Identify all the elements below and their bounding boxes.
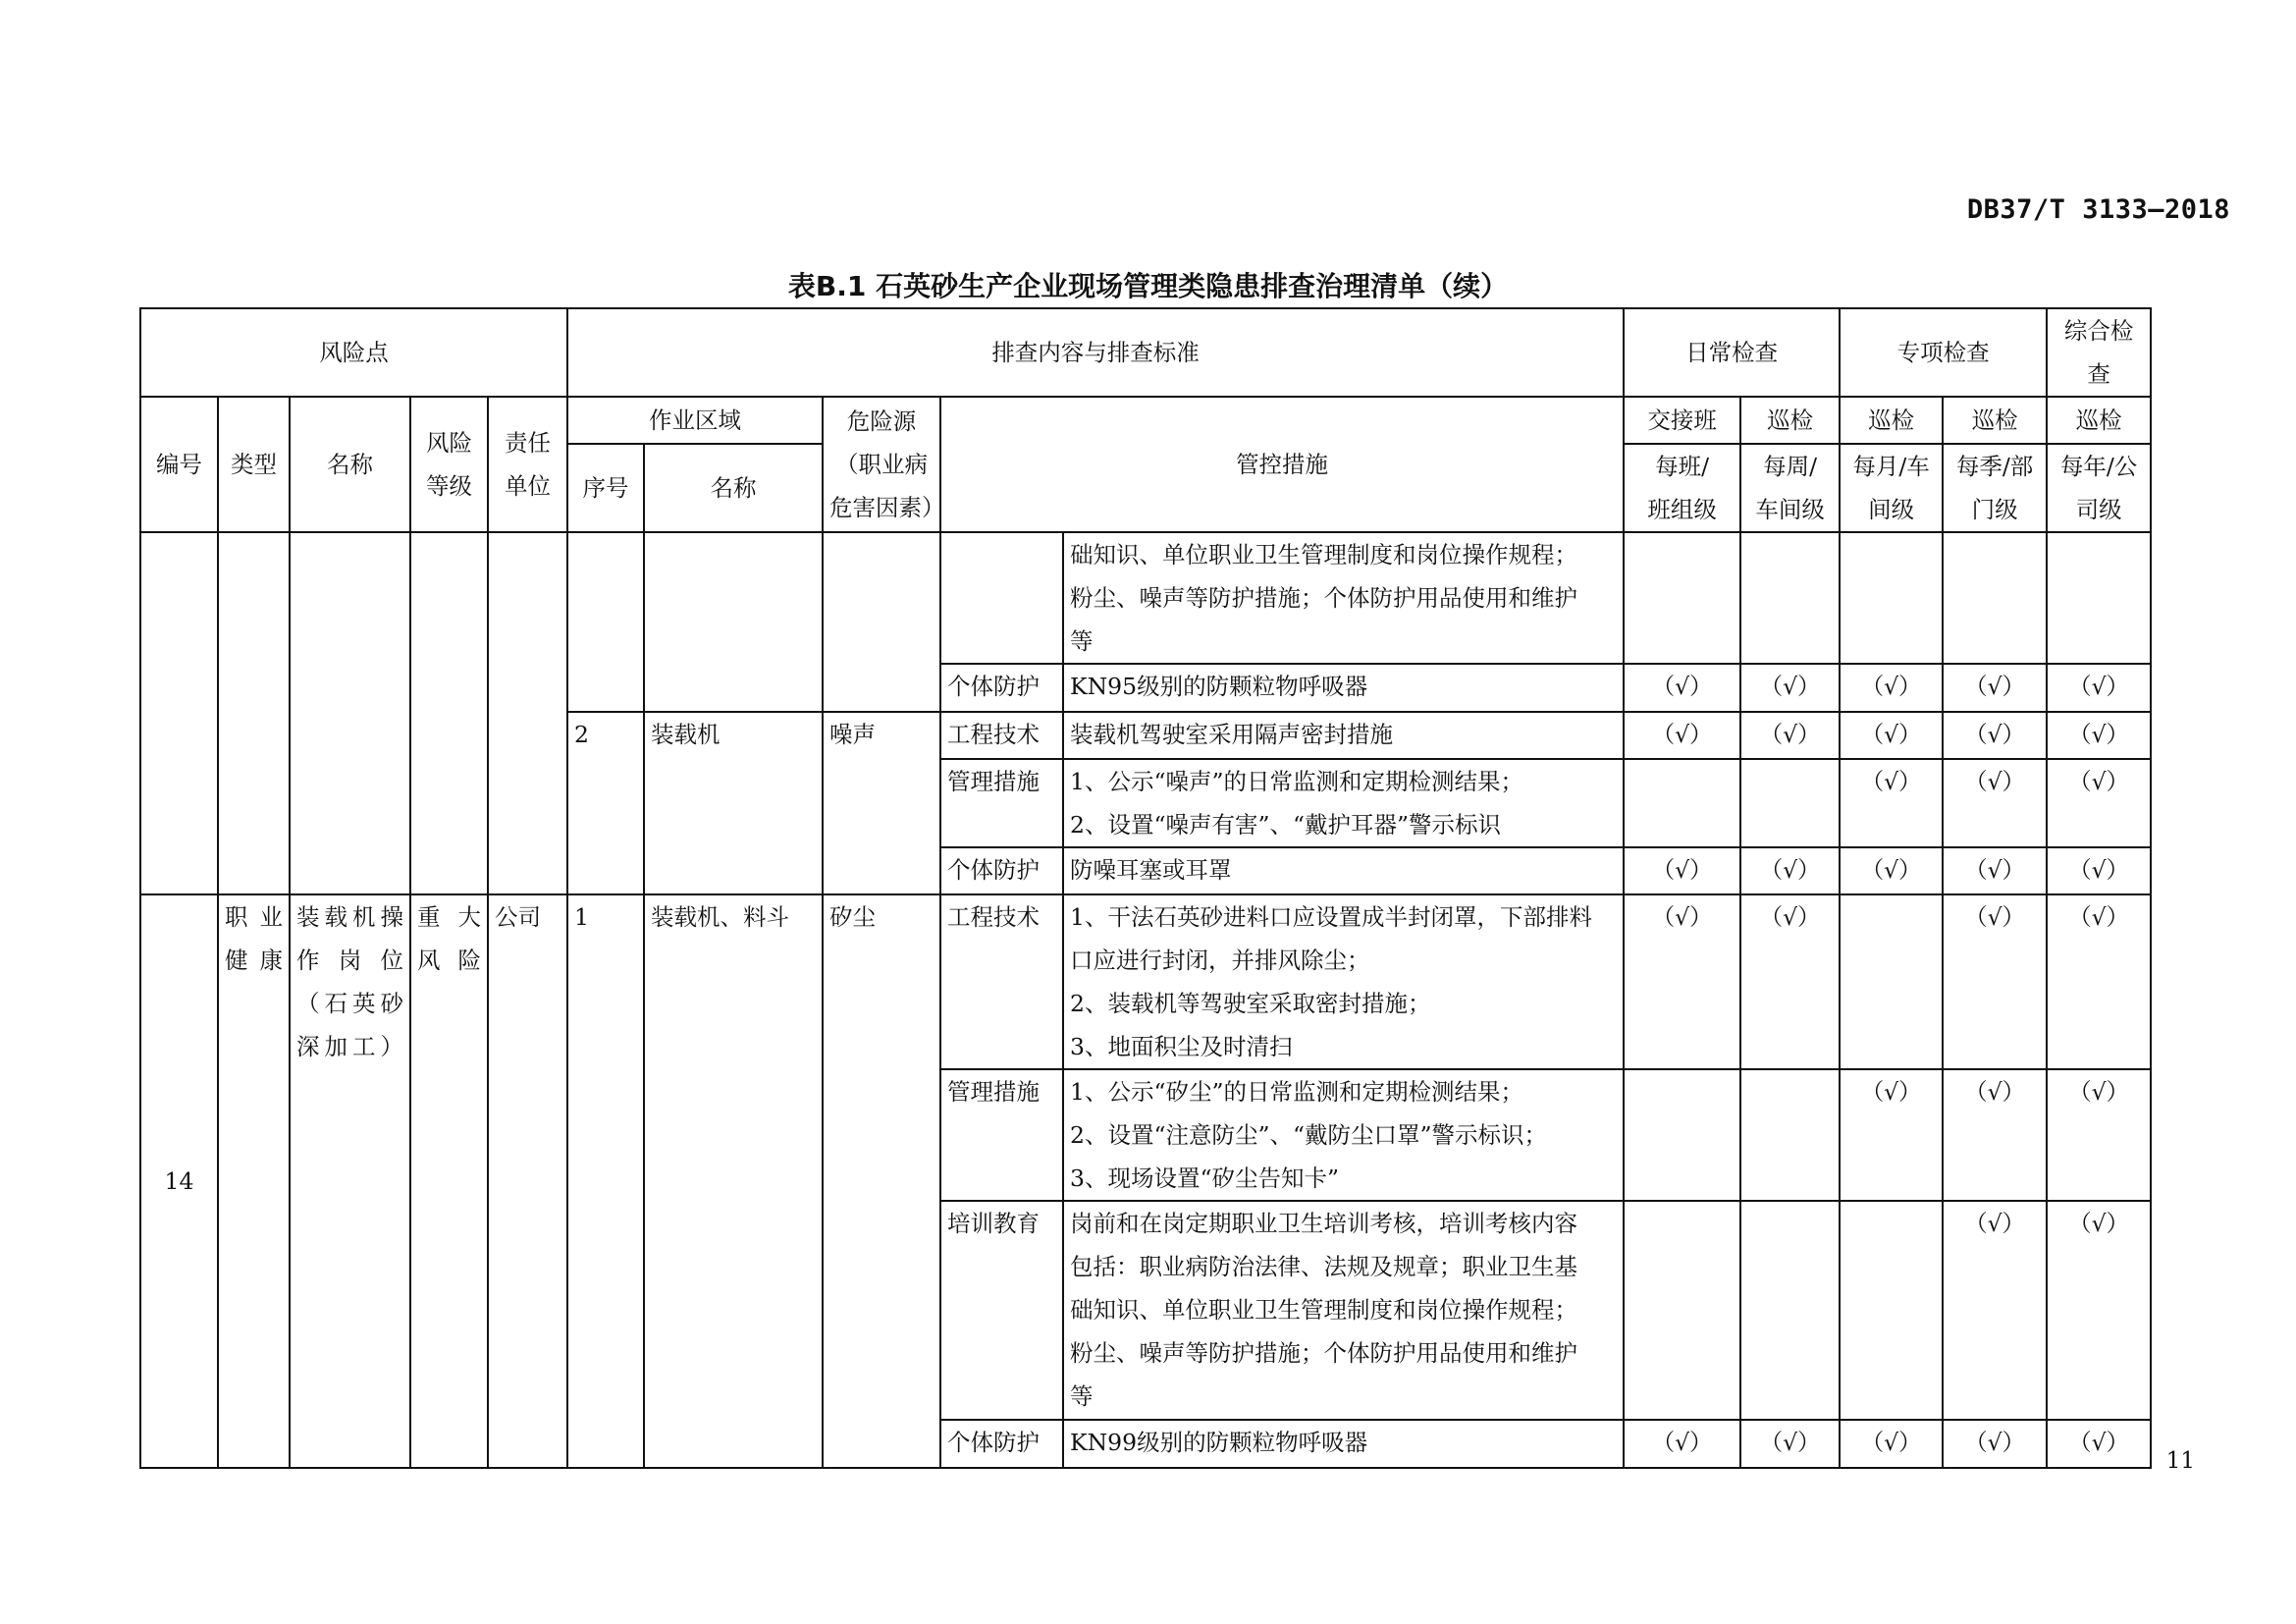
cell-hazard-empty [823,532,940,712]
check-mark: （√） [1740,1420,1840,1468]
header-no: 编号 [140,397,218,532]
check-mark: （√） [2047,759,2151,847]
cell-type: 职业 健康 [218,894,290,1468]
header-special-check: 专项检查 [1840,308,2047,397]
cell-category [940,532,1063,664]
cell-category: 工程技术 [940,712,1063,759]
cell-category: 个体防护 [940,847,1063,894]
check-mark: （√） [1740,894,1840,1069]
cell-risk-level: 重大 风险 [410,894,488,1468]
header-daily-check: 日常检查 [1624,308,1840,397]
cell-seq: 2 [567,712,644,894]
cell-measure: 岗前和在岗定期职业卫生培训考核，培训考核内容 包括：职业病防治法律、法规及规章；职业卫生基 础知识、单位职业卫生管理制度和岗位操作规程； 粉尘、噪声等防护措施；个体防护用品使用和维护 等 [1063,1201,1624,1420]
header-freq-week: 每周/ 车间级 [1740,444,1840,532]
check-mark: （√） [1840,1069,1943,1201]
check-mark: （√） [2047,847,2151,894]
header-check-content: 排查内容与排查标准 [567,308,1624,397]
check-mark: （√） [1840,664,1943,712]
hazard-checklist-table [139,307,2152,1469]
check-mark: （√） [1943,712,2047,759]
header-responsible-unit: 责任 单位 [488,397,567,532]
header-patrol-3: 巡检 [1943,397,2047,444]
cell-category: 个体防护 [940,1420,1063,1468]
header-risk-point: 风险点 [140,308,567,397]
cell-measure: 1、干法石英砂进料口应设置成半封闭罩，下部排料 口应进行封闭，并排风除尘； 2、装载机等驾驶室采取密封措施； 3、地面积尘及时清扫 [1063,894,1624,1069]
header-patrol-4: 巡检 [2047,397,2151,444]
check-mark: （√） [2047,1069,2151,1201]
header-freq-quarter: 每季/部 门级 [1943,444,2047,532]
header-comprehensive-check: 综合检查 [2047,308,2151,397]
header-hazard: 危险源 （职业病 危害因素） [823,397,940,532]
header-freq-year: 每年/公 司级 [2047,444,2151,532]
check-mark: （√） [1740,712,1840,759]
check-mark: （√） [1943,1201,2047,1420]
header-control: 管控措施 [940,397,1624,532]
cell-category: 个体防护 [940,664,1063,712]
header-work-area: 作业区域 [567,397,823,444]
check-mark: （√） [1943,1069,2047,1201]
check-mark: （√） [2047,1201,2151,1420]
check-mark: （√） [2047,1420,2151,1468]
cell-category: 管理措施 [940,1069,1063,1201]
cell-level-empty [410,532,488,894]
check-mark: （√） [1624,1420,1740,1468]
header-patrol-2: 巡检 [1840,397,1943,444]
cell-measure: 1、公示“矽尘”的日常监测和定期检测结果； 2、设置“注意防尘”、“戴防尘口罩”警示标识； 3、现场设置“矽尘告知卡” [1063,1069,1624,1201]
check-mark: （√） [1943,1420,2047,1468]
check-mark: （√） [1840,847,1943,894]
check-mark: （√） [1943,847,2047,894]
header-type: 类型 [218,397,290,532]
check-mark: （√） [1943,759,2047,847]
cell-no: 14 [140,894,218,1468]
cell-hazard: 矽尘 [823,894,940,1468]
cell-measure: 装载机驾驶室采用隔声密封措施 [1063,712,1624,759]
header-freq-month: 每月/车 间级 [1840,444,1943,532]
check-mark: （√） [1840,759,1943,847]
check-mark: （√） [2047,712,2151,759]
cell-name: 装载机操 作岗位 （石英砂 深加工） [290,894,410,1468]
check-mark: （√） [1624,664,1740,712]
check-mark: （√） [1840,712,1943,759]
cell-area-name: 装载机、料斗 [644,894,823,1468]
page-number: 11 [2165,1448,2195,1474]
check-mark: （√） [1624,847,1740,894]
cell-type-empty [218,532,290,894]
check-mark: （√） [1740,664,1840,712]
check-mark: （√） [1943,664,2047,712]
header-freq-shift: 每班/ 班组级 [1624,444,1740,532]
cell-seq: 1 [567,894,644,1468]
cell-measure: KN99级别的防颗粒物呼吸器 [1063,1420,1624,1468]
header-name: 名称 [290,397,410,532]
cell-no-empty [140,532,218,894]
cell-category: 管理措施 [940,759,1063,847]
cell-category: 工程技术 [940,894,1063,1069]
cell-measure: 1、公示“噪声”的日常监测和定期检测结果； 2、设置“噪声有害”、“戴护耳器”警示标识 [1063,759,1624,847]
check-mark: （√） [2047,664,2151,712]
cell-measure: KN95级别的防颗粒物呼吸器 [1063,664,1624,712]
check-mark: （√） [1624,894,1740,1069]
cell-measure: 防噪耳塞或耳罩 [1063,847,1624,894]
header-row-2 [140,397,2151,444]
check-mark: （√） [1840,1420,1943,1468]
table-row [140,532,2151,664]
cell-hazard: 噪声 [823,712,940,894]
header-patrol-1: 巡检 [1740,397,1840,444]
cell-unit: 公司 [488,894,567,1468]
table-row [140,894,2151,1069]
header-area-name: 名称 [644,444,823,532]
cell-name-empty [290,532,410,894]
check-mark: （√） [1943,894,2047,1069]
cell-category: 培训教育 [940,1201,1063,1420]
header-shift: 交接班 [1624,397,1740,444]
check-mark: （√） [2047,894,2151,1069]
cell-unit-empty [488,532,567,894]
cell-measure: 础知识、单位职业卫生管理制度和岗位操作规程； 粉尘、噪声等防护措施；个体防护用品使用和维护 等 [1063,532,1624,664]
check-mark: （√） [1740,847,1840,894]
document-code: DB37/T 3133—2018 [1966,194,2230,225]
cell-seq-empty [567,532,644,712]
cell-area-empty [644,532,823,712]
header-row-1 [140,308,2151,397]
table-title: 表B.1 石英砂生产企业现场管理类隐患排查治理清单（续） [787,270,1509,302]
header-seq: 序号 [567,444,644,532]
header-risk-level: 风险 等级 [410,397,488,532]
check-mark: （√） [1624,712,1740,759]
cell-area-name: 装载机 [644,712,823,894]
